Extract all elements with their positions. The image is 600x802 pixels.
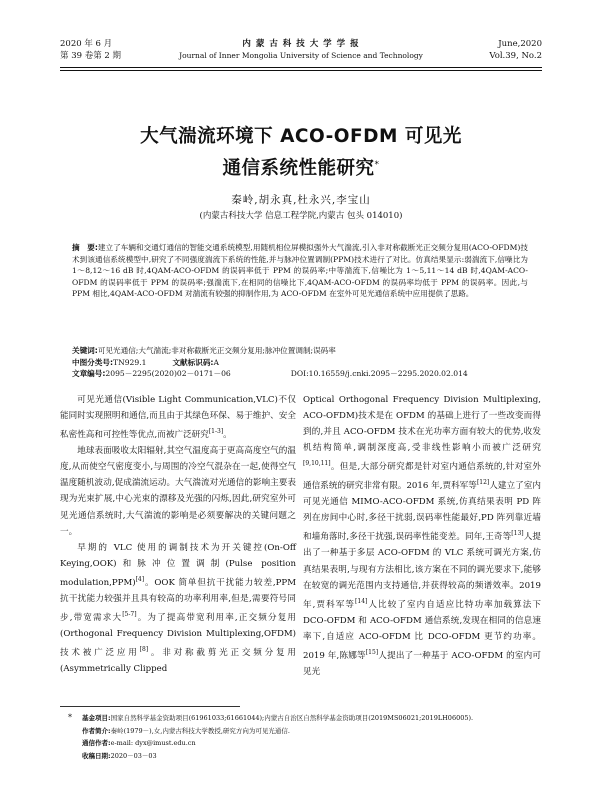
citation: [13] bbox=[511, 530, 524, 538]
citation: [15] bbox=[365, 648, 379, 656]
header-rule-thin bbox=[60, 70, 542, 71]
citation: [14] bbox=[355, 597, 368, 605]
fund-line: 基金项目:国家自然科学基金资助项目(61961033;61661044);内蒙古自治区自然科学基金资助项目(2019MS06021;2019LH06005). bbox=[82, 714, 474, 722]
author-bio-line: 作者简介:秦岭(1979－),女,内蒙古科技大学教授,研究方向为可见光通信. bbox=[82, 726, 290, 735]
header-journal-en: Journal of Inner Mongolia University of Science and Technology bbox=[179, 51, 423, 60]
title-line-2: 通信系统性能研究* bbox=[222, 158, 380, 180]
affiliation: (内蒙古科技大学 信息工程学院,内蒙古 包头 014010) bbox=[199, 211, 403, 221]
title-footnote-mark: * bbox=[374, 160, 380, 170]
clc-number: TN929.1 bbox=[113, 358, 147, 367]
header-rule-thick bbox=[60, 67, 542, 68]
header-volume-en: Vol.39, No.2 bbox=[489, 51, 542, 61]
citation: [8] bbox=[139, 645, 149, 653]
author-list: 秦岭,胡永真,杜永兴,李宝山 bbox=[231, 194, 371, 206]
footnote-mark: * bbox=[68, 713, 72, 722]
footnote-rule bbox=[60, 706, 240, 707]
citation: [5-7] bbox=[122, 610, 137, 618]
citation: [4] bbox=[135, 575, 145, 583]
article-no: 2095－2295(2020)02－0171－06 bbox=[105, 369, 231, 378]
header-volume-cn: 第 39 卷第 2 期 bbox=[60, 51, 122, 61]
header-right bbox=[489, 38, 542, 62]
body-paragraph: Optical Orthogonal Frequency Division Multiplexing, ACO-OFDM)技术是在 OFDM 的基础上进行了一些改变而得到的,并且 ACO-OFDM 技术在光功率方面有较大的优势,收发机结构简单,调制深度高,受非线性影响小而被广泛研究[9,10,11]。但是,大部分研究都是针对室内通信系统的,针对室外通信系统的研究非常有限。2016 年,贾科军等[12]人建立了室内可见光通信 MIMO-ACO-OFDM 系统,仿真结果表明 PD 阵列在房间中心时,多径干扰弱,误码率性能最好,PD 阵列靠近墙和墙角落时,多径干扰强,误码率性能变差。同年,王奇等[13]人提出了一种基于多层 ACO-OFDM 的 VLC 系统可调光方案,仿真结果表明,与现有方法相比,该方案在不同的调光要求下,能够在较宽的调光范围内支持通信,并获得较高的频谱效率。2019 年,贾科军等[14]人比较了室内自适应比特功率加载算法下 DCO-OFDM 和 ACO-OFDM 通信系统,发现在相同的信息速率下,自适应 ACO-OFDM 比 DCO-OFDM 更节约功率。2019 年,陈娜等[15]人提出了一种基于 ACO-OFDM 的室内可见光 bbox=[303, 395, 541, 677]
citation: [1-3] bbox=[208, 428, 224, 436]
contact-line: 通信作者:e-mail: dyx@imust.edu.cn bbox=[82, 739, 196, 747]
keywords: 可见光通信;大气湍流;非对称截断光正交频分复用;脉冲位置调制;误码率 bbox=[97, 346, 336, 355]
citation: [12] bbox=[476, 479, 490, 487]
body-column-right bbox=[303, 392, 541, 680]
running-header bbox=[60, 38, 542, 68]
header-center bbox=[60, 38, 542, 62]
header-date-cn: 2020 年 6 月 bbox=[60, 39, 113, 49]
article-no-label: 文章编号: bbox=[72, 369, 106, 378]
received-line: 收稿日期:2020－03－03 bbox=[82, 751, 157, 760]
header-journal-cn: 内 蒙 古 科 技 大 学 学 报 bbox=[242, 39, 360, 49]
footnote bbox=[60, 712, 542, 762]
body-column-left bbox=[60, 392, 296, 677]
body-paragraph: 可见光通信(Visible Light Communication,VLC)不仅能同时实现照明和通信,而且由于其绿色环保、易于维护、安全私密性高和可控性等优点,而被广泛研究[1-3]。 bbox=[60, 395, 296, 441]
body-paragraph: 早期的 VLC 使用的调制技术为开关键控(On-Off Keying,OOK)和脉冲位置调制(Pulse position modulation,PPM)[4]。OOK 简单但抗干扰能力较差,PPM 抗干扰能力较强并且具有较高的功率利用率,但是,需要符号同步,带宽需求大[5-7]。为了提高带宽利用率,正交频分复用(Orthogonal Frequency Division Multiplexing,OFDM)技术被广泛应用[8]。非对称截剪光正交频分复用(Asymmetrically Clipped bbox=[60, 542, 297, 674]
abstract-text: 建立了车辆和交通灯通信的智能交通系统模型,用随机相位屏模拟强外大气湍流,引入非对称截断光正交频分复用(ACO-OFDM)技术到该通信系统模型中,研究了不同强度湍流下系统的性能,并与脉冲位置调制(PPM)技术进行了对比。仿真结果显示:弱湍流下,信噪比为 1～8,12～16 dB 时,4QAM-ACO-OFDM 的误码率低于 PPM 的误码率;中等湍流下,信噪比为 1～5,11～14 dB 时,4QAM-ACO-OFDM 的误码率低于 PPM 的误码率;强湍流下,在相同的信噪比下,4QAM-ACO-OFDM 的误码率均低于 PPM 的误码率。因此,与 PPM 相比,4QAM-ACO-OFDM 对湍流有较强的抑制作用,为 ACO-OFDM 在室外可见光通信系统中应用提供了思路。 bbox=[72, 243, 528, 299]
doi: DOI:10.16559/j.cnki.2095－2295.2020.02.014 bbox=[290, 369, 468, 378]
title-line-1: 大气湍流环境下 ACO-OFDM 可见光 bbox=[140, 126, 462, 147]
doc-code: A bbox=[213, 358, 219, 367]
keywords-line bbox=[72, 345, 528, 357]
classification-line bbox=[72, 357, 528, 369]
paper-title bbox=[60, 122, 542, 183]
abstract bbox=[72, 242, 528, 300]
doc-code-label: 文献标识码: bbox=[172, 358, 214, 367]
clc-label: 中图分类号: bbox=[72, 358, 114, 367]
keywords-label: 关键词: bbox=[72, 346, 98, 355]
article-id-line bbox=[72, 368, 528, 380]
citation: [9,10,11] bbox=[303, 460, 331, 468]
body-paragraph: 地球表面吸收太阳辐射,其空气温度高于更高高度空气的温度,从而使空气密度变小,与周围的冷空气混杂在一起,使得空气温度随机波动,促成湍流运动。大气湍流对光通信的影响主要表现为光束扩展,中心光束的漂移及光强的闪烁,因此,研究室外可见光通信系统时,大气湍流的影响是必须要解决的关键问题之一。 bbox=[60, 446, 296, 537]
header-date-en: June,2020 bbox=[498, 39, 542, 49]
abstract-label: 摘 要: bbox=[72, 243, 98, 252]
